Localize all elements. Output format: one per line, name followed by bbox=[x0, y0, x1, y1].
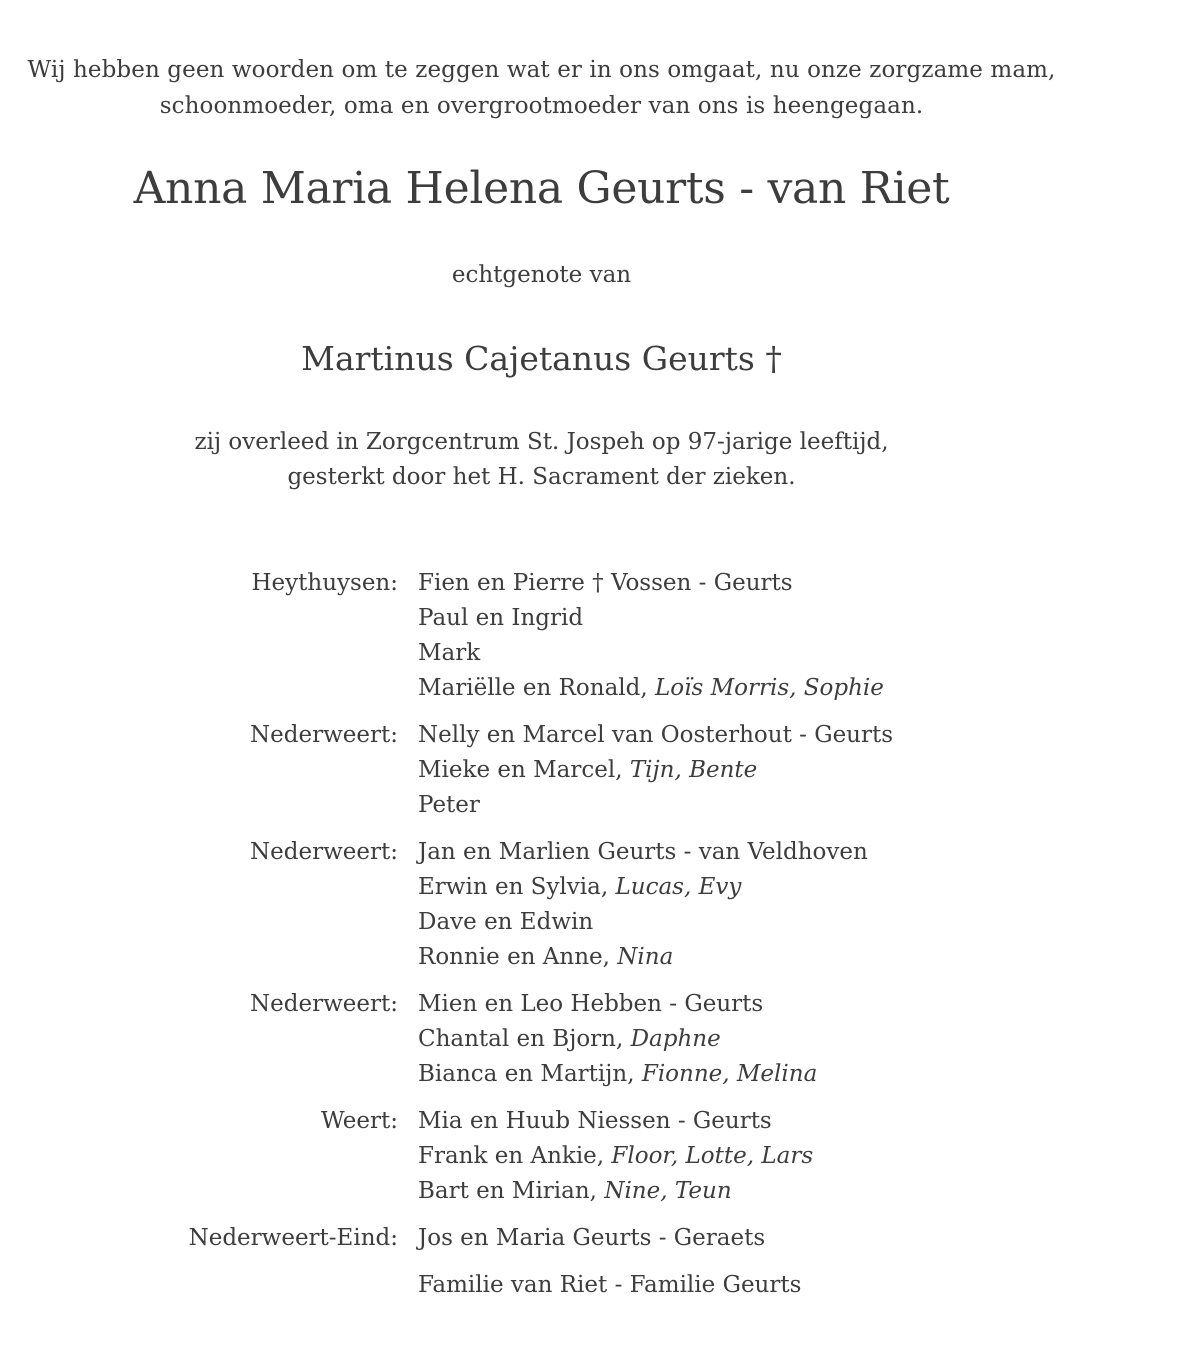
family-group-members bbox=[418, 987, 1000, 1092]
family-member-names: Dave en Edwin bbox=[418, 909, 594, 935]
family-member-names: Chantal en Bjorn, bbox=[418, 1026, 631, 1052]
family-member-names: Mark bbox=[418, 640, 481, 666]
family-group-place: Nederweert: bbox=[250, 722, 398, 748]
family-member-line bbox=[418, 1104, 1000, 1139]
family-member-names: Bart en Mirian, bbox=[418, 1178, 605, 1204]
family-group-members bbox=[418, 718, 1000, 823]
family-group bbox=[0, 718, 1000, 823]
family-group-place: Heythuysen: bbox=[251, 570, 398, 596]
family-member-names: Bianca en Martijn, bbox=[418, 1061, 642, 1087]
closing-families: Familie van Riet - Familie Geurts bbox=[418, 1272, 802, 1298]
family-member-names: Mariëlle en Ronald, bbox=[418, 675, 655, 701]
family-member-line bbox=[418, 1174, 1000, 1209]
family-member-line bbox=[418, 636, 1000, 671]
family-member-line bbox=[418, 671, 1000, 706]
family-member-names: Erwin en Sylvia, bbox=[418, 874, 616, 900]
family-member-names: Mien en Leo Hebben - Geurts bbox=[418, 991, 764, 1017]
family-member-names: Peter bbox=[418, 792, 480, 818]
family-group bbox=[0, 1104, 1000, 1209]
family-member-names: Ronnie en Anne, bbox=[418, 944, 618, 970]
family-member-line bbox=[418, 870, 1000, 905]
family-group bbox=[0, 835, 1000, 975]
family-member-names: Mia en Huub Niessen - Geurts bbox=[418, 1108, 772, 1134]
grandchildren-names: Tijn, Bente bbox=[629, 757, 758, 783]
grandchildren-names: Loïs Morris, Sophie bbox=[655, 675, 884, 701]
grandchildren-names: Lucas, Evy bbox=[615, 874, 742, 900]
family-group bbox=[0, 566, 1000, 706]
family-member-line bbox=[418, 1139, 1000, 1174]
family-member-line bbox=[418, 1057, 1000, 1092]
family-member-line bbox=[418, 905, 1000, 940]
grandchildren-names: Daphne bbox=[630, 1026, 721, 1052]
family-member-line bbox=[418, 940, 1000, 975]
family-member-line bbox=[418, 835, 1000, 870]
grandchildren-names: Floor, Lotte, Lars bbox=[611, 1143, 814, 1169]
death-notice bbox=[0, 425, 1083, 495]
family-member-line bbox=[418, 601, 1000, 636]
family-member-line bbox=[418, 718, 1000, 753]
family-group-place: Nederweert: bbox=[250, 839, 398, 865]
family-group-place: Weert: bbox=[321, 1108, 398, 1134]
grandchildren-names: Fionne, Melina bbox=[641, 1061, 818, 1087]
family-member-line bbox=[418, 753, 1000, 788]
family-member-names: Fien en Pierre † Vossen - Geurts bbox=[418, 570, 793, 596]
family-member-line bbox=[418, 987, 1000, 1022]
family-member-names: Nelly en Marcel van Oosterhout - Geurts bbox=[418, 722, 894, 748]
family-member-line bbox=[418, 1221, 1000, 1256]
family-group bbox=[0, 987, 1000, 1092]
grandchildren-names: Nine, Teun bbox=[604, 1178, 732, 1204]
family-member-names: Paul en Ingrid bbox=[418, 605, 584, 631]
family-list bbox=[0, 566, 1000, 1303]
family-member-line bbox=[418, 788, 1000, 823]
family-member-names: Mieke en Marcel, bbox=[418, 757, 630, 783]
family-member-names: Jan en Marlien Geurts - van Veldhoven bbox=[418, 839, 868, 865]
family-member-line bbox=[418, 1022, 1000, 1057]
intro-line-2: schoonmoeder, oma en overgrootmoeder van ons is heengegaan. bbox=[159, 93, 924, 119]
spouse-name: Martinus Cajetanus Geurts † bbox=[301, 339, 782, 378]
grandchildren-names: Nina bbox=[617, 944, 674, 970]
intro-text bbox=[0, 52, 1083, 124]
family-group bbox=[0, 1221, 1000, 1256]
family-group-place: Nederweert-Eind: bbox=[188, 1225, 398, 1251]
family-member-line bbox=[418, 566, 1000, 601]
family-group-members bbox=[418, 835, 1000, 975]
spouse-intro: echtgenote van bbox=[451, 262, 632, 288]
intro-line-1: Wij hebben geen woorden om te zeggen wat er in ons omgaat, nu onze zorgzame mam, bbox=[27, 57, 1056, 83]
family-group-place: Nederweert: bbox=[250, 991, 398, 1017]
family-group-members bbox=[418, 1104, 1000, 1209]
deceased-name: Anna Maria Helena Geurts - van Riet bbox=[133, 163, 950, 214]
family-group-members bbox=[418, 566, 1000, 706]
family-group-members bbox=[418, 1221, 1000, 1256]
death-notice-line-1: zij overleed in Zorgcentrum St. Jospeh op 97-jarige leeftijd, bbox=[194, 429, 889, 455]
family-member-names: Frank en Ankie, bbox=[418, 1143, 612, 1169]
death-notice-line-2: gesterkt door het H. Sacrament der zieken. bbox=[287, 464, 796, 490]
family-member-names: Jos en Maria Geurts - Geraets bbox=[418, 1225, 766, 1251]
